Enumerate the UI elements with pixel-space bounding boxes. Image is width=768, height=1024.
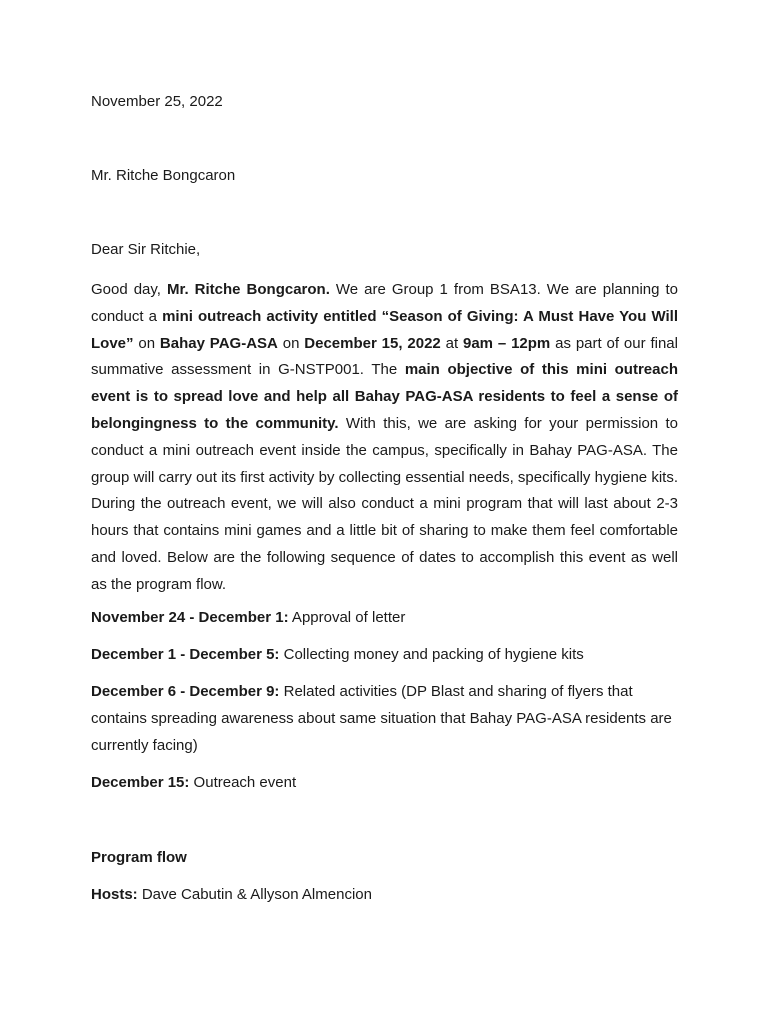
body-text: on [277, 334, 305, 352]
body-text: at [440, 334, 463, 352]
schedule-dates: November 24 - December 1: [91, 609, 289, 626]
body-bold-text: mini outreach activity entitled “Season of Giving: A Must Have You Will Love” [91, 307, 678, 352]
program-flow-heading: Program flow [91, 849, 187, 866]
schedule-item [91, 679, 678, 759]
body-bold-text: Bahay PAG-ASA [159, 334, 278, 352]
schedule-activity: Collecting money and packing of hygiene kits [279, 646, 584, 663]
body-bold-text: Mr. Ritche Bongcaron. [166, 281, 330, 298]
body-bold-text: December 15, 2022 [304, 334, 441, 352]
schedule-item [91, 605, 678, 632]
body-text: We are Group 1 from BSA13. We are planning to conduct a [91, 281, 678, 325]
schedule-activity: Outreach event [189, 774, 297, 791]
body-text: on [133, 334, 160, 352]
schedule-item [91, 642, 678, 669]
body-text: as part of our final summative assessment in G-NSTP001. The [91, 334, 678, 379]
hosts-names: Dave Cabutin & Allyson Almencion [137, 886, 372, 903]
letter-date: November 25, 2022 [91, 93, 223, 110]
body-paragraph [91, 277, 678, 599]
schedule-activity: Approval of letter [288, 609, 406, 626]
schedule-dates: December 15: [91, 774, 190, 791]
body-text: Good day, [91, 281, 167, 298]
schedule-item [91, 770, 678, 797]
hosts-label: Hosts: [91, 886, 138, 903]
schedule-dates: December 1 - December 5: [91, 646, 280, 663]
schedule-dates: December 6 - December 9: [91, 683, 280, 700]
schedule-activity: Related activities (DP Blast and sharing of flyers that contains spreading awareness about same situation that Bahay PAG-ASA residents are currently facing) [91, 683, 672, 754]
recipient-name: Mr. Ritche Bongcaron [91, 167, 236, 184]
body-bold-text: 9am – 12pm [463, 334, 551, 352]
body-bold-text: main objective of this mini outreach event is to spread love and help all Bahay PAG-ASA residents to feel a sense of belongingness to the community. [91, 361, 678, 432]
hosts-line [91, 885, 678, 905]
body-text: With this, we are asking for your permission to conduct a mini outreach event inside the campus, specifically in Bahay PAG-ASA. The group will carry out its first activity by collecting essential needs, specifically hygiene kits. During the outreach event, we will also conduct a mini program that will last about 2-3 hours that contains mini games and a little bit of sharing to make them feel comfortable and loved. Below are the following sequence of dates to accomplish this event as well as the program flow. [91, 414, 678, 593]
salutation: Dear Sir Ritchie, [91, 241, 201, 258]
